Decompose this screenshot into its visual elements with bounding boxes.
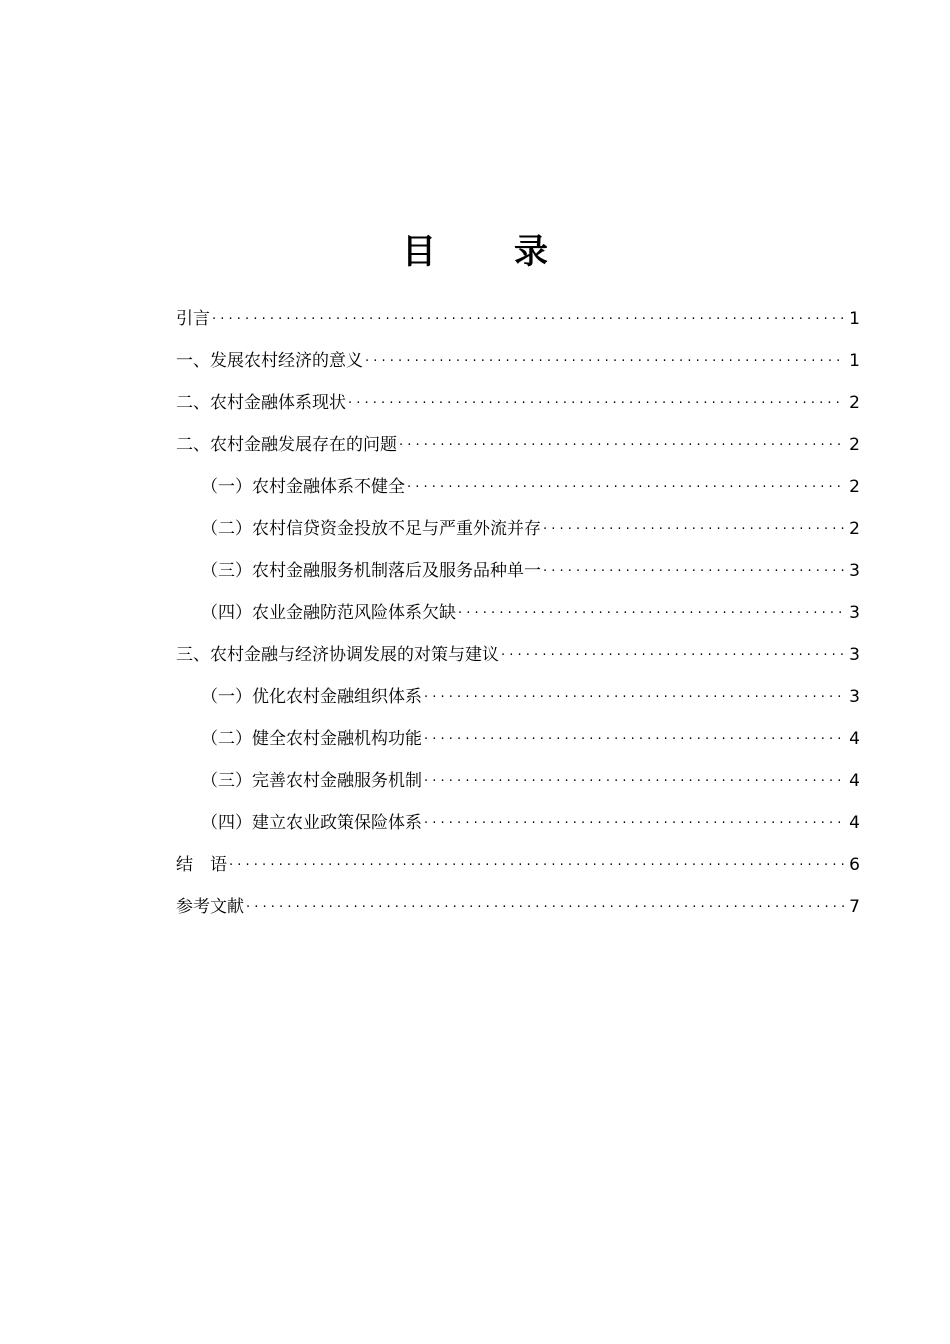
- toc-entry-label: （四）建立农业政策保险体系: [201, 813, 422, 833]
- toc-entry-conclusion[interactable]: [176, 844, 860, 886]
- toc-dot-leader: [424, 799, 845, 841]
- toc-entry-label: 结 语: [176, 855, 227, 875]
- toc-entry-label: （一）优化农村金融组织体系: [201, 687, 422, 707]
- toc-entry-subsection-3-4[interactable]: [176, 802, 860, 844]
- toc-entry-page: 4: [849, 729, 860, 749]
- toc-entry-page: 2: [849, 477, 860, 497]
- toc-entry-page: 6: [849, 855, 860, 875]
- toc-entry-label: （二）健全农村金融机构功能: [201, 729, 422, 749]
- toc-dot-leader: [543, 505, 845, 547]
- toc-entry-label: （三）农村金融服务机制落后及服务品种单一: [201, 561, 541, 581]
- toc-entry-subsection-3-2[interactable]: [176, 718, 860, 760]
- toc-entry-section-3[interactable]: [176, 634, 860, 676]
- toc-entry-label: （一）农村金融体系不健全: [201, 477, 405, 497]
- toc-entry-subsection-2b-1[interactable]: [176, 466, 860, 508]
- toc-entry-subsection-3-1[interactable]: [176, 676, 860, 718]
- toc-entry-page: 7: [849, 897, 860, 917]
- toc-dot-leader: [424, 715, 845, 757]
- toc-dot-leader: [501, 631, 845, 673]
- toc-entry-page: 4: [849, 771, 860, 791]
- toc-title-char-1: 目: [402, 232, 436, 272]
- toc-title: [0, 224, 950, 273]
- toc-entry-references[interactable]: [176, 886, 860, 928]
- toc-entry-introduction[interactable]: [176, 298, 860, 340]
- toc-entry-label: 一、发展农村经济的意义: [176, 351, 363, 371]
- toc-dot-leader: [229, 841, 845, 883]
- toc-dot-leader: [246, 883, 845, 925]
- toc-entry-page: 1: [849, 309, 860, 329]
- toc-dot-leader: [365, 337, 845, 379]
- toc-entry-subsection-2b-4[interactable]: [176, 592, 860, 634]
- toc-entry-page: 4: [849, 813, 860, 833]
- toc-entry-label: 参考文献: [176, 897, 244, 917]
- toc-entry-page: 3: [849, 645, 860, 665]
- toc-entry-label: 二、农村金融发展存在的问题: [176, 435, 397, 455]
- toc-entry-page: 3: [849, 687, 860, 707]
- toc-list: [176, 298, 860, 928]
- toc-entry-page: 2: [849, 435, 860, 455]
- toc-entry-section-2[interactable]: [176, 382, 860, 424]
- toc-dot-leader: [348, 379, 845, 421]
- toc-entry-page: 1: [849, 351, 860, 371]
- toc-dot-leader: [407, 463, 845, 505]
- toc-entry-subsection-2b-3[interactable]: [176, 550, 860, 592]
- toc-entry-label: （三）完善农村金融服务机制: [201, 771, 422, 791]
- toc-entry-label: （四）农业金融防范风险体系欠缺: [201, 603, 456, 623]
- toc-dot-leader: [458, 589, 845, 631]
- toc-title-char-2: 录: [514, 232, 548, 272]
- toc-entry-page: 2: [849, 393, 860, 413]
- toc-dot-leader: [212, 295, 845, 337]
- toc-dot-leader: [399, 421, 845, 463]
- toc-entry-section-2b[interactable]: [176, 424, 860, 466]
- toc-entry-subsection-2b-2[interactable]: [176, 508, 860, 550]
- toc-entry-page: 3: [849, 561, 860, 581]
- toc-entry-section-1[interactable]: [176, 340, 860, 382]
- toc-entry-subsection-3-3[interactable]: [176, 760, 860, 802]
- toc-entry-label: 二、农村金融体系现状: [176, 393, 346, 413]
- toc-entry-label: （二）农村信贷资金投放不足与严重外流并存: [201, 519, 541, 539]
- toc-dot-leader: [424, 757, 845, 799]
- toc-entry-label: 引言: [176, 309, 210, 329]
- toc-dot-leader: [543, 547, 845, 589]
- toc-entry-page: 2: [849, 519, 860, 539]
- toc-entry-label: 三、农村金融与经济协调发展的对策与建议: [176, 645, 499, 665]
- toc-dot-leader: [424, 673, 845, 715]
- toc-entry-page: 3: [849, 603, 860, 623]
